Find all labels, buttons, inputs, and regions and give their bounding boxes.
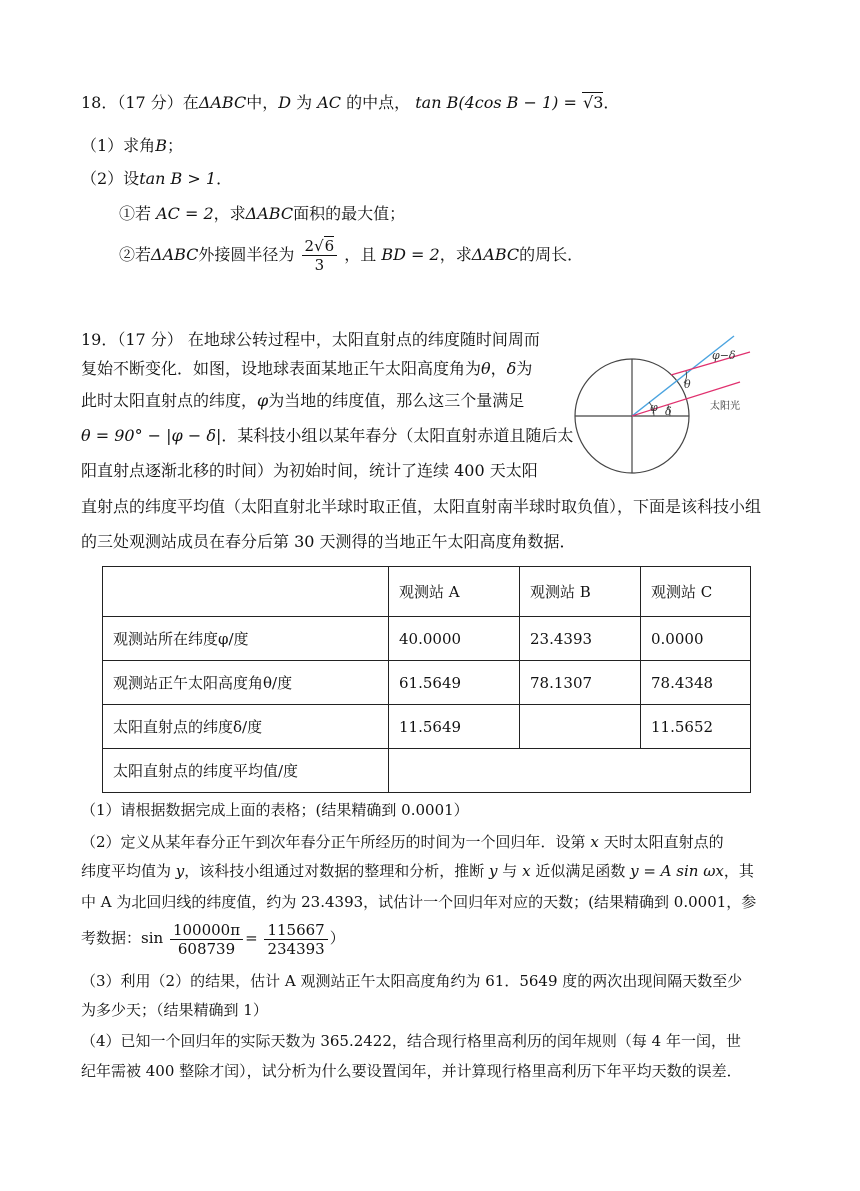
q18-stem <box>81 92 619 114</box>
q18-condition: tan B > 1 <box>139 169 217 188</box>
q18-radius-fraction <box>302 237 338 274</box>
q19-line3-b: 为当地的纬度值，那么这三个量满足 <box>268 391 525 410</box>
q18-sub2-bd: BD = 2 <box>381 245 440 264</box>
q19-part4-line2: 纪年需被 400 整除才闰），试分析为什么要设置闰年，并计算现行格里高利历下年平均天数的误差． <box>81 1062 742 1080</box>
latitude-diagram <box>570 322 770 482</box>
table-cell: 观测站所在纬度φ/度 <box>103 617 389 661</box>
q18-triangle: ΔABC <box>198 93 247 112</box>
q19-part2-f: 近似满足函数 <box>530 862 631 880</box>
q19-line2 <box>81 358 532 380</box>
q19-ref-num2: 115667 <box>264 921 327 940</box>
label-delta: δ <box>665 405 672 418</box>
q19-part2-line2 <box>81 860 754 882</box>
q19-line7: 的三处观测站成员在春分后第 30 天测得的当地正午太阳高度角数据． <box>81 532 576 551</box>
q19-part2-line1 <box>81 831 724 853</box>
q18-semi: ； <box>166 136 183 155</box>
q19-line2-a: 复始不断变化．如图，设地球表面某地正午太阳高度角为 <box>81 359 482 378</box>
q18-sub1-c: ，求 <box>213 204 246 223</box>
table-row <box>103 705 751 749</box>
q18-sub1-a: ①若 <box>119 204 157 223</box>
q18-sub2-a: ②若 <box>119 245 152 264</box>
q18-sub2-tri2: ΔABC <box>471 245 520 264</box>
q18-part1-text: （1）求角 <box>81 136 156 155</box>
q19-var-x2: x <box>522 862 531 880</box>
label-sunlight: 太阳光 <box>710 401 740 412</box>
q18-sub2-d: ，且 <box>344 245 382 264</box>
q18-radius-root-sign: √ <box>314 237 324 255</box>
q19-var-y: y <box>175 862 185 880</box>
table-row <box>103 749 751 793</box>
q19-line5: 阳直射点逐渐北移的时间）为初始时间，统计了连续 400 天太阳 <box>81 461 538 480</box>
table-cell: 太阳直射点的纬度平均值/度 <box>103 749 389 793</box>
q19-part2-d: ，该科技小组通过对数据的整理和分析，推断 <box>184 862 490 880</box>
q19-part2-g: ，其 <box>723 862 754 880</box>
q19-line1: 19．（17 分） 在地球公转过程中，太阳直射点的纬度随时间周而 <box>81 330 540 349</box>
q19-part4-line1: （4）已知一个回归年的实际天数为 365.2422，结合现行格里高利历的闰年规则（每 4 年一闰，世 <box>81 1032 741 1050</box>
table-cell: 40.0000 <box>389 617 520 661</box>
q19-var-y2: y <box>489 862 498 880</box>
q19-line2-b: ， <box>490 359 507 378</box>
q18-sub1-tri: ΔABC <box>245 204 294 223</box>
label-phi-delta: φ−δ <box>712 349 736 362</box>
q18-sub1 <box>119 203 405 225</box>
q19-ref-equals: = <box>245 929 258 947</box>
q18-period: ． <box>216 169 233 188</box>
table-cell: 11.5649 <box>389 705 520 749</box>
q18-sub2-tri: ΔABC <box>151 245 199 264</box>
sun-ray-to-surface <box>671 352 750 375</box>
q19-part2-line4 <box>81 918 345 958</box>
label-phi: φ <box>650 401 658 414</box>
q19-formula: θ = 90° − |φ − δ| <box>81 426 222 445</box>
q18-point-d: D <box>278 93 292 112</box>
q18-sub2-h: 的周长． <box>519 245 584 264</box>
observation-table <box>102 566 751 793</box>
table-cell <box>520 705 641 749</box>
q19-ref-den1: 608739 <box>177 939 236 958</box>
q18-radius-den: 3 <box>314 256 325 274</box>
q19-part2-c: 纬度平均值为 <box>81 862 176 880</box>
q19-part2-e: 与 <box>497 862 523 880</box>
q19-line4 <box>81 425 573 447</box>
q19-delta: δ <box>506 359 517 378</box>
table-cell: 23.4393 <box>520 617 641 661</box>
q19-part3-line1: （3）利用（2）的结果，估计 A 观测站正午太阳高度角约为 61．5649 度的两次出现间隔天数至少 <box>81 972 743 990</box>
q18-head: 18．（17 分）在 <box>81 93 199 112</box>
q19-part2-line3: 中 A 为北回归线的纬度值，约为 23.4393，试估计一个回归年对应的天数；(结果精确到 0.0001，参 <box>81 893 757 911</box>
label-theta: θ <box>684 378 691 391</box>
q18-equation: tan B(4cos B − 1) = <box>415 93 582 112</box>
q19-part1: （1）请根据数据完成上面的表格；(结果精确到 0.0001） <box>81 801 469 819</box>
table-header-row <box>103 567 751 617</box>
table-header-cell: 观测站 C <box>641 567 751 617</box>
q19-part3-line2: 为多少天；（结果精确到 1） <box>81 1001 268 1019</box>
q19-line4-b: ．某科技小组以某年春分（太阳直射赤道且随后太 <box>221 426 574 445</box>
table-cell: 11.5652 <box>641 705 751 749</box>
table-cell: 78.1307 <box>520 661 641 705</box>
q19-part2-a: （2）定义从某年春分正午到次年春分正午所经历的时间为一个回归年．设第 <box>81 833 591 851</box>
q18-segment-ac: AC <box>317 93 342 112</box>
q18-sub1-e: 面积的最大值； <box>293 204 406 223</box>
table-header-cell: 观测站 B <box>520 567 641 617</box>
q19-var-x: x <box>590 833 599 851</box>
q19-ref-close: ） <box>329 929 345 947</box>
table-header-cell <box>103 567 389 617</box>
q19-line2-c: 为 <box>516 359 533 378</box>
q19-ref-fraction1 <box>170 921 243 958</box>
table-cell: 78.4348 <box>641 661 751 705</box>
q18-sub2-c: 外接圆半径为 <box>198 245 295 264</box>
q19-ref-sin: sin <box>141 929 164 947</box>
q18-angle-b: B <box>155 136 167 155</box>
q18-part2 <box>81 168 232 190</box>
table-cell: 太阳直射点的纬度δ/度 <box>103 705 389 749</box>
table-header-cell: 观测站 A <box>389 567 520 617</box>
table-cell: 61.5649 <box>389 661 520 705</box>
q18-mid: 中， <box>246 93 279 112</box>
q18-part1 <box>81 135 183 157</box>
table-cell: 观测站正午太阳高度角θ/度 <box>103 661 389 705</box>
q19-function: y = A sin ωx <box>630 862 724 880</box>
q18-radius-root: 6 <box>324 237 335 255</box>
q18-root3: √3 <box>583 93 604 112</box>
q19-ref-num1: 100000π <box>170 921 243 940</box>
q18-is-mid: 为 <box>291 93 318 112</box>
q19-line3 <box>81 390 524 412</box>
q18-sub1-ac: AC = 2 <box>156 204 214 223</box>
q19-line6: 直射点的纬度平均值（太阳直射北半球时取正值，太阳直射南半球时取负值），下面是该科技小组 <box>81 497 762 516</box>
q19-line3-a: 此时太阳直射点的纬度， <box>81 391 258 410</box>
q18-part2-text: （2）设 <box>81 169 140 188</box>
q18-radius-coef: 2 <box>304 237 315 255</box>
q19-ref-den2: 234393 <box>267 939 325 958</box>
q19-ref-label: 考数据： <box>81 929 142 947</box>
q19-ref-fraction2 <box>264 921 327 958</box>
table-row <box>103 661 751 705</box>
q18-sub2 <box>119 235 583 275</box>
q19-theta: θ <box>481 359 491 378</box>
q19-part2-b: 天时太阳直射点的 <box>598 833 724 851</box>
table-cell <box>389 749 751 793</box>
q18-tail: 的中点， <box>341 93 411 112</box>
q19-phi: φ <box>257 391 269 410</box>
q18-sub2-f: ，求 <box>439 245 472 264</box>
table-cell: 0.0000 <box>641 617 751 661</box>
q18-dot: ． <box>603 93 620 112</box>
table-row <box>103 617 751 661</box>
